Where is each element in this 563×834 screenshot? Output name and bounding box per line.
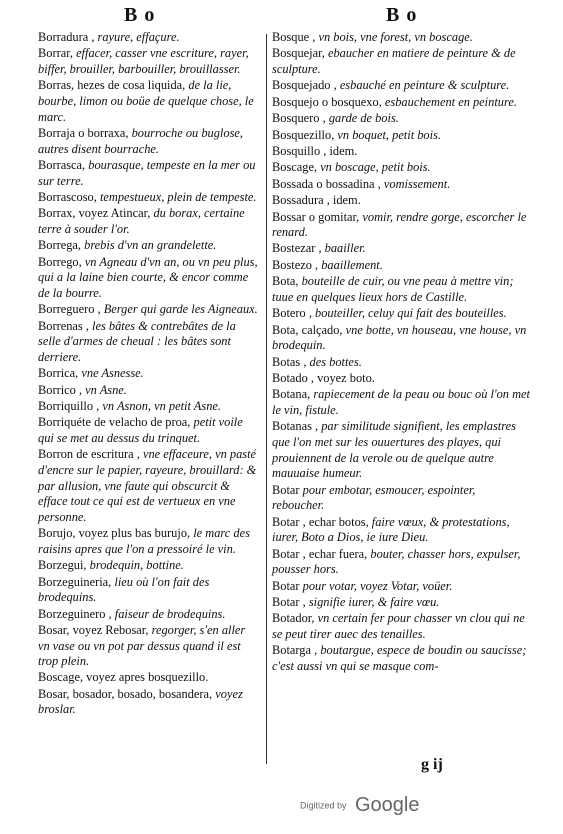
entry-definition: lieu où l'on fait des brodequins. <box>38 574 210 605</box>
entry-headword: Borujo, voyez plus bas burujo, <box>38 526 191 541</box>
entry-headword: Borrega, <box>38 238 82 253</box>
entry-definition: vn Asnon, vn petit Asne. <box>102 399 221 414</box>
dictionary-entry <box>38 30 260 46</box>
entry-definition: regorger, s'en aller vn vase ou vn pot par dessus quand il est trop plein. <box>38 622 246 669</box>
entry-definition: par similitude signifient, les emplastres que l'on met sur les ouuertures des playes, qui prouiennent de la verole ou de quelque autre mauuaise humeur. <box>272 419 516 481</box>
entry-definition: Berger qui garde les Aigneaux. <box>103 302 258 317</box>
entry-definition: vomir, rendre gorge, escorcher le renard. <box>272 209 527 240</box>
entry-headword: Bosar, bosador, bosado, bosandera, <box>38 686 213 701</box>
entry-headword: Borraja o borraxa, <box>38 125 129 140</box>
dictionary-entry <box>272 144 530 160</box>
google-logo: Google <box>354 794 420 816</box>
entry-headword: Borrica, <box>38 366 79 381</box>
entry-headword: Borriquéte de velacho de proa, <box>38 415 191 430</box>
entry-headword: Bosquejo o bosquexo, <box>272 94 382 109</box>
dictionary-entry <box>38 687 260 718</box>
dictionary-entry <box>272 78 530 94</box>
entry-definition: les bâtes & contrebâtes de la selle d'armes de cheual : les bâtes sont derriere. <box>38 318 236 364</box>
dictionary-entry <box>38 447 260 525</box>
dictionary-entry <box>272 241 530 257</box>
dictionary-entry <box>38 383 260 399</box>
dictionary-entry <box>272 547 530 578</box>
entry-definition: esbauché en peinture & sculpture. <box>339 78 510 93</box>
entry-definition: pour embotar, esmoucer, espointer, reboucher. <box>272 482 476 513</box>
entry-definition: vn bois, vne forest, vn boscage. <box>318 30 473 44</box>
entry-headword: Bosque , <box>272 30 316 44</box>
entry-definition: effacer, casser vne escriture, rayer, biffer, brouiller, barbouiller, brouillasser. <box>38 46 249 76</box>
entry-headword: Borzegui, <box>38 558 87 573</box>
dictionary-entry <box>272 177 530 193</box>
entry-headword: Borrax, voyez Atincar, <box>38 206 151 221</box>
entry-headword: Botana, <box>272 387 311 402</box>
entry-headword: Bota, <box>272 274 299 289</box>
entry-definition: , rayure, effaçure. <box>91 30 180 44</box>
dictionary-entry <box>272 371 530 387</box>
entry-definition: bouter, chasser hors, expulser, pousser hors. <box>272 546 521 577</box>
entry-headword: Borrasca, <box>38 157 86 172</box>
dictionary-entry <box>38 670 260 686</box>
entry-headword: Borrego, <box>38 254 82 269</box>
dictionary-entry <box>38 126 260 157</box>
dictionary-entry <box>38 238 260 254</box>
dictionary-entry <box>272 579 530 595</box>
signature-mark: g ij <box>421 756 443 773</box>
entry-definition: brebis d'vn an grandelette. <box>84 238 217 253</box>
entry-definition: vomissement. <box>383 176 451 191</box>
dictionary-entry <box>272 128 530 144</box>
dictionary-entry <box>38 46 260 77</box>
entry-definition: du borax, certaine terre à souder l'or. <box>38 206 245 236</box>
entry-definition: ebaucher en matiere de peinture & de sculpture. <box>272 46 516 76</box>
entry-definition: vn Asne. <box>85 382 127 397</box>
dictionary-entry <box>272 643 530 674</box>
dictionary-entry <box>272 515 530 546</box>
entry-headword: Botanas , <box>272 419 319 434</box>
entry-definition: de la lie, bourbe, limon ou boüe de quelque chose, le marc. <box>38 78 254 124</box>
entry-headword: Bostezar , <box>272 241 322 256</box>
entry-definition: des bottes. <box>309 354 362 369</box>
entry-headword: Botar , <box>272 594 306 609</box>
entry-definition: signifie iurer, & faire vœu. <box>308 594 440 609</box>
left-column <box>38 30 260 719</box>
dictionary-entry <box>38 190 260 206</box>
entry-headword: Boscage, <box>272 160 318 175</box>
dictionary-entry <box>38 78 260 125</box>
entry-definition: bourroche ou buglose, autres disent bourrache. <box>38 125 243 156</box>
entry-definition: petit voile qui se met au dessus du trinquet. <box>38 415 243 445</box>
entry-definition: esbauchement en peinture. <box>384 94 517 109</box>
dictionary-entry <box>38 206 260 237</box>
dictionary-entry <box>272 595 530 611</box>
left-running-head: B o <box>124 4 156 26</box>
entry-headword: Borradura <box>38 30 89 44</box>
entry-definition: pour votar, voyez Votar, voüer. <box>302 578 453 593</box>
entry-headword: Borrenas , <box>38 318 89 333</box>
dictionary-entry <box>272 210 530 241</box>
dictionary-entry <box>272 306 530 322</box>
entry-headword: Boscage, voyez apres bosquezillo. <box>38 670 209 685</box>
entry-headword: Bosar, voyez Rebosar, <box>38 622 149 637</box>
entry-definition: rapiecement de la peau ou bouc où l'on met le vin, fistule. <box>272 387 530 417</box>
dictionary-entry <box>38 255 260 302</box>
entry-definition: vne Asnesse. <box>81 366 144 381</box>
entry-headword: Botar <box>272 578 300 593</box>
digitized-footer <box>300 794 419 817</box>
dictionary-entry <box>38 558 260 574</box>
entry-headword: Borzeguinero , <box>38 606 112 621</box>
dictionary-entry <box>272 111 530 127</box>
dictionary-entry <box>38 415 260 446</box>
dictionary-entry <box>38 575 260 606</box>
entry-headword: Bosquejado , <box>272 78 337 93</box>
dictionary-entry <box>272 323 530 354</box>
entry-headword: Borriquillo , <box>38 399 100 414</box>
entry-headword: Bosquejar, <box>272 46 325 61</box>
entry-definition: bouteille de cuir, ou vne peau à mettre vin; tuue en quelques lieux hors de Castille. <box>272 274 514 304</box>
dictionary-entry <box>272 30 530 46</box>
entry-headword: Bosquillo , idem. <box>272 143 358 158</box>
entry-definition: tempestueux, plein de tempeste. <box>99 189 257 204</box>
entry-definition: garde de bois. <box>328 111 399 126</box>
entry-definition: vn boscage, petit bois. <box>320 160 431 175</box>
dictionary-entry <box>38 526 260 557</box>
entry-definition: le marc des raisins apres que l'on a pressoiré le vin. <box>38 526 250 556</box>
column-divider <box>266 34 267 764</box>
entry-headword: Bossadura , idem. <box>272 193 361 208</box>
dictionary-entry <box>272 483 530 514</box>
dictionary-entry <box>272 46 530 77</box>
dictionary-entry <box>38 302 260 318</box>
entry-definition: bourasque, tempeste en la mer ou sur terre. <box>38 157 256 188</box>
dictionary-entry <box>38 366 260 382</box>
entry-definition: baailler. <box>324 241 366 256</box>
dictionary-entry <box>272 95 530 111</box>
entry-headword: Botador, <box>272 611 315 626</box>
dictionary-entry <box>272 419 530 481</box>
entry-definition: voyez broslar. <box>38 686 243 717</box>
entry-headword: Borzeguineria, <box>38 574 112 589</box>
entry-definition: vne botte, vn houseau, vne house, vn brodequin. <box>272 322 527 353</box>
entry-definition: vn boquet, petit bois. <box>337 127 441 142</box>
entry-headword: Borrascoso, <box>38 189 97 204</box>
entry-definition: boutargue, espece de boudin ou saucisse; c'est aussi vn qui se masque com- <box>272 643 527 673</box>
entry-headword: Botas , <box>272 354 307 369</box>
entry-headword: Borron de escritura , <box>38 447 140 462</box>
dictionary-entry <box>38 607 260 623</box>
entry-headword: Botado , voyez boto. <box>272 371 375 386</box>
dictionary-entry <box>272 611 530 642</box>
entry-headword: Bosquero , <box>272 111 326 126</box>
dictionary-entry <box>38 623 260 670</box>
entry-headword: Borrar, <box>38 46 73 61</box>
dictionary-entry <box>272 274 530 305</box>
dictionary-entry <box>272 160 530 176</box>
entry-definition: brodequin, bottine. <box>89 558 184 573</box>
entry-definition: bouteiller, celuy qui fait des bouteilles. <box>315 306 507 321</box>
digitized-prefix: Digitized by <box>300 800 347 811</box>
right-running-head: B o <box>386 4 418 26</box>
entry-definition: vne effaceure, vn pasté d'encre sur le papier, rayeure, brouillard: & par allusion, vne faute qui obscurcit & efface tout ce qui est de vertueux en vne personne. <box>38 447 257 524</box>
entry-definition: vn certain fer pour chasser vn clou qui ne se peut tirer auec des tenailles. <box>272 611 525 641</box>
entry-definition: baaillement. <box>321 257 383 272</box>
entry-headword: Botar , echar botos, <box>272 514 369 529</box>
entry-headword: Borreguero , <box>38 302 101 317</box>
entry-headword: Bostezo , <box>272 257 319 272</box>
dictionary-entry <box>272 193 530 209</box>
entry-definition: vn Agneau d'vn an, ou vn peu plus, qui a la laine bien courte, & encor comme de la bourre. <box>38 254 258 300</box>
entry-headword: Botarga , <box>272 643 318 658</box>
entry-headword: Botar , echar fuera, <box>272 546 368 561</box>
entry-definition: faiseur de brodequins. <box>114 606 226 621</box>
dictionary-entry <box>272 355 530 371</box>
entry-headword: Bossada o bossadina , <box>272 176 381 191</box>
dictionary-entry <box>38 158 260 189</box>
entry-headword: Bossar o gomitar, <box>272 209 360 224</box>
entry-headword: Botar <box>272 482 300 497</box>
dictionary-entry <box>272 387 530 418</box>
dictionary-entry <box>38 399 260 415</box>
entry-definition: faire vœux, & protestations, iurer, Boto a Dios, ie iure Dieu. <box>272 514 510 545</box>
dictionary-entry <box>272 258 530 274</box>
entry-headword: Borras, hezes de cosa liquida, <box>38 78 186 93</box>
right-column <box>272 30 530 675</box>
entry-headword: Bota, calçado, <box>272 322 343 337</box>
dictionary-entry <box>38 319 260 366</box>
entry-headword: Borrico , <box>38 382 83 397</box>
entry-headword: Bosquezillo, <box>272 127 335 142</box>
entry-headword: Botero , <box>272 306 312 321</box>
